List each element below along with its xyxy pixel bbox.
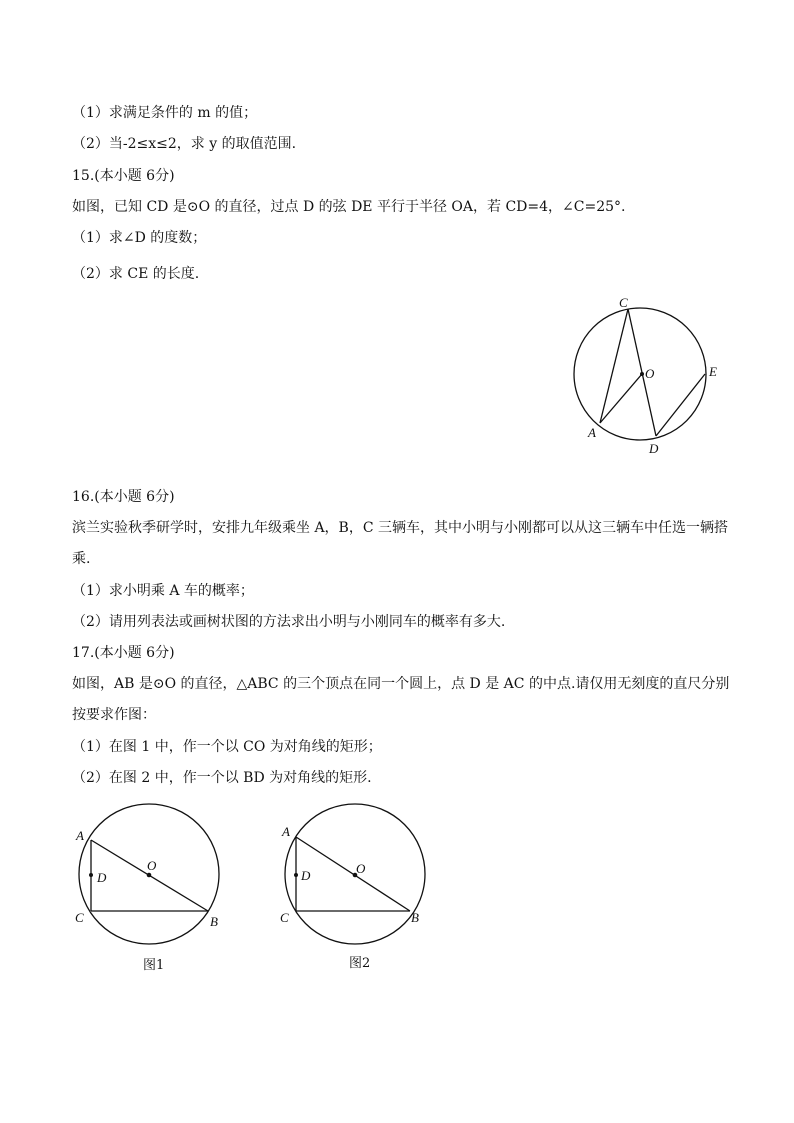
q15-part1: （1）求∠D 的度数； [72, 230, 207, 246]
q16-part1: （1）求小明乘 A 车的概率； [72, 583, 254, 599]
fig1-center-point [147, 873, 152, 878]
q16-part2: （2）请用列表法或画树状图的方法求出小明与小刚同车的概率有多大. [72, 614, 506, 630]
fig1-midpoint-d [89, 873, 93, 877]
q17-figure1 [66, 800, 236, 960]
q14-part1: （1）求满足条件的 m 的值； [72, 105, 258, 121]
q15-circle-figure [560, 290, 740, 460]
fig1-label-d: D [97, 870, 107, 885]
q15-label-d: D [649, 441, 659, 456]
fig1-label-c: C [75, 910, 84, 925]
q17-title: 17.(本小题 6分) [72, 645, 175, 661]
q16-stem-line2: 乘. [72, 551, 91, 567]
q15-label-e: E [709, 364, 717, 379]
q15-label-a: A [588, 425, 596, 440]
q17-figure2 [272, 800, 442, 960]
q15-part2: （2）求 CE 的长度. [72, 266, 200, 282]
q17-part2: （2）在图 2 中，作一个以 BD 为对角线的矩形. [72, 770, 372, 786]
q15-stem: 如图，已知 CD 是⊙O 的直径，过点 D 的弦 DE 平行于半径 OA，若 CD=4，∠C=25°. [72, 199, 626, 215]
q17-stem-line1: 如图，AB 是⊙O 的直径，△ABC 的三个顶点在同一个圆上，点 D 是 AC 的中点.请仅用无刻度的直尺分别 [72, 676, 730, 692]
fig2-label-b: B [411, 910, 419, 925]
q17-stem-line2: 按要求作图： [72, 707, 156, 723]
fig1-caption: 图1 [143, 958, 165, 973]
fig1-label-b: B [210, 914, 218, 929]
fig2-midpoint-d [294, 873, 298, 877]
q15-label-o: O [645, 366, 655, 381]
q17-part1: （1）在图 1 中，作一个以 CO 为对角线的矩形； [72, 739, 382, 755]
fig2-label-o: O [356, 861, 366, 876]
fig2-label-c: C [280, 910, 289, 925]
q15-title: 15.(本小题 6分) [72, 168, 175, 184]
fig2-label-d: D [301, 868, 311, 883]
fig1-label-a: A [76, 828, 84, 843]
fig1-label-o: O [147, 858, 157, 873]
q15-label-c: C [619, 295, 628, 310]
q16-stem-line1: 滨兰实验秋季研学时，安排九年级乘坐 A，B，C 三辆车，其中小明与小刚都可以从这三辆车中任选一辆搭 [72, 520, 729, 536]
fig2-label-a: A [282, 824, 290, 839]
fig2-caption: 图2 [349, 956, 371, 971]
q15-center-point [640, 372, 644, 376]
q14-part2: （2）当-2≤x≤2，求 y 的取值范围. [72, 136, 297, 152]
q16-title: 16.(本小题 6分) [72, 489, 175, 505]
